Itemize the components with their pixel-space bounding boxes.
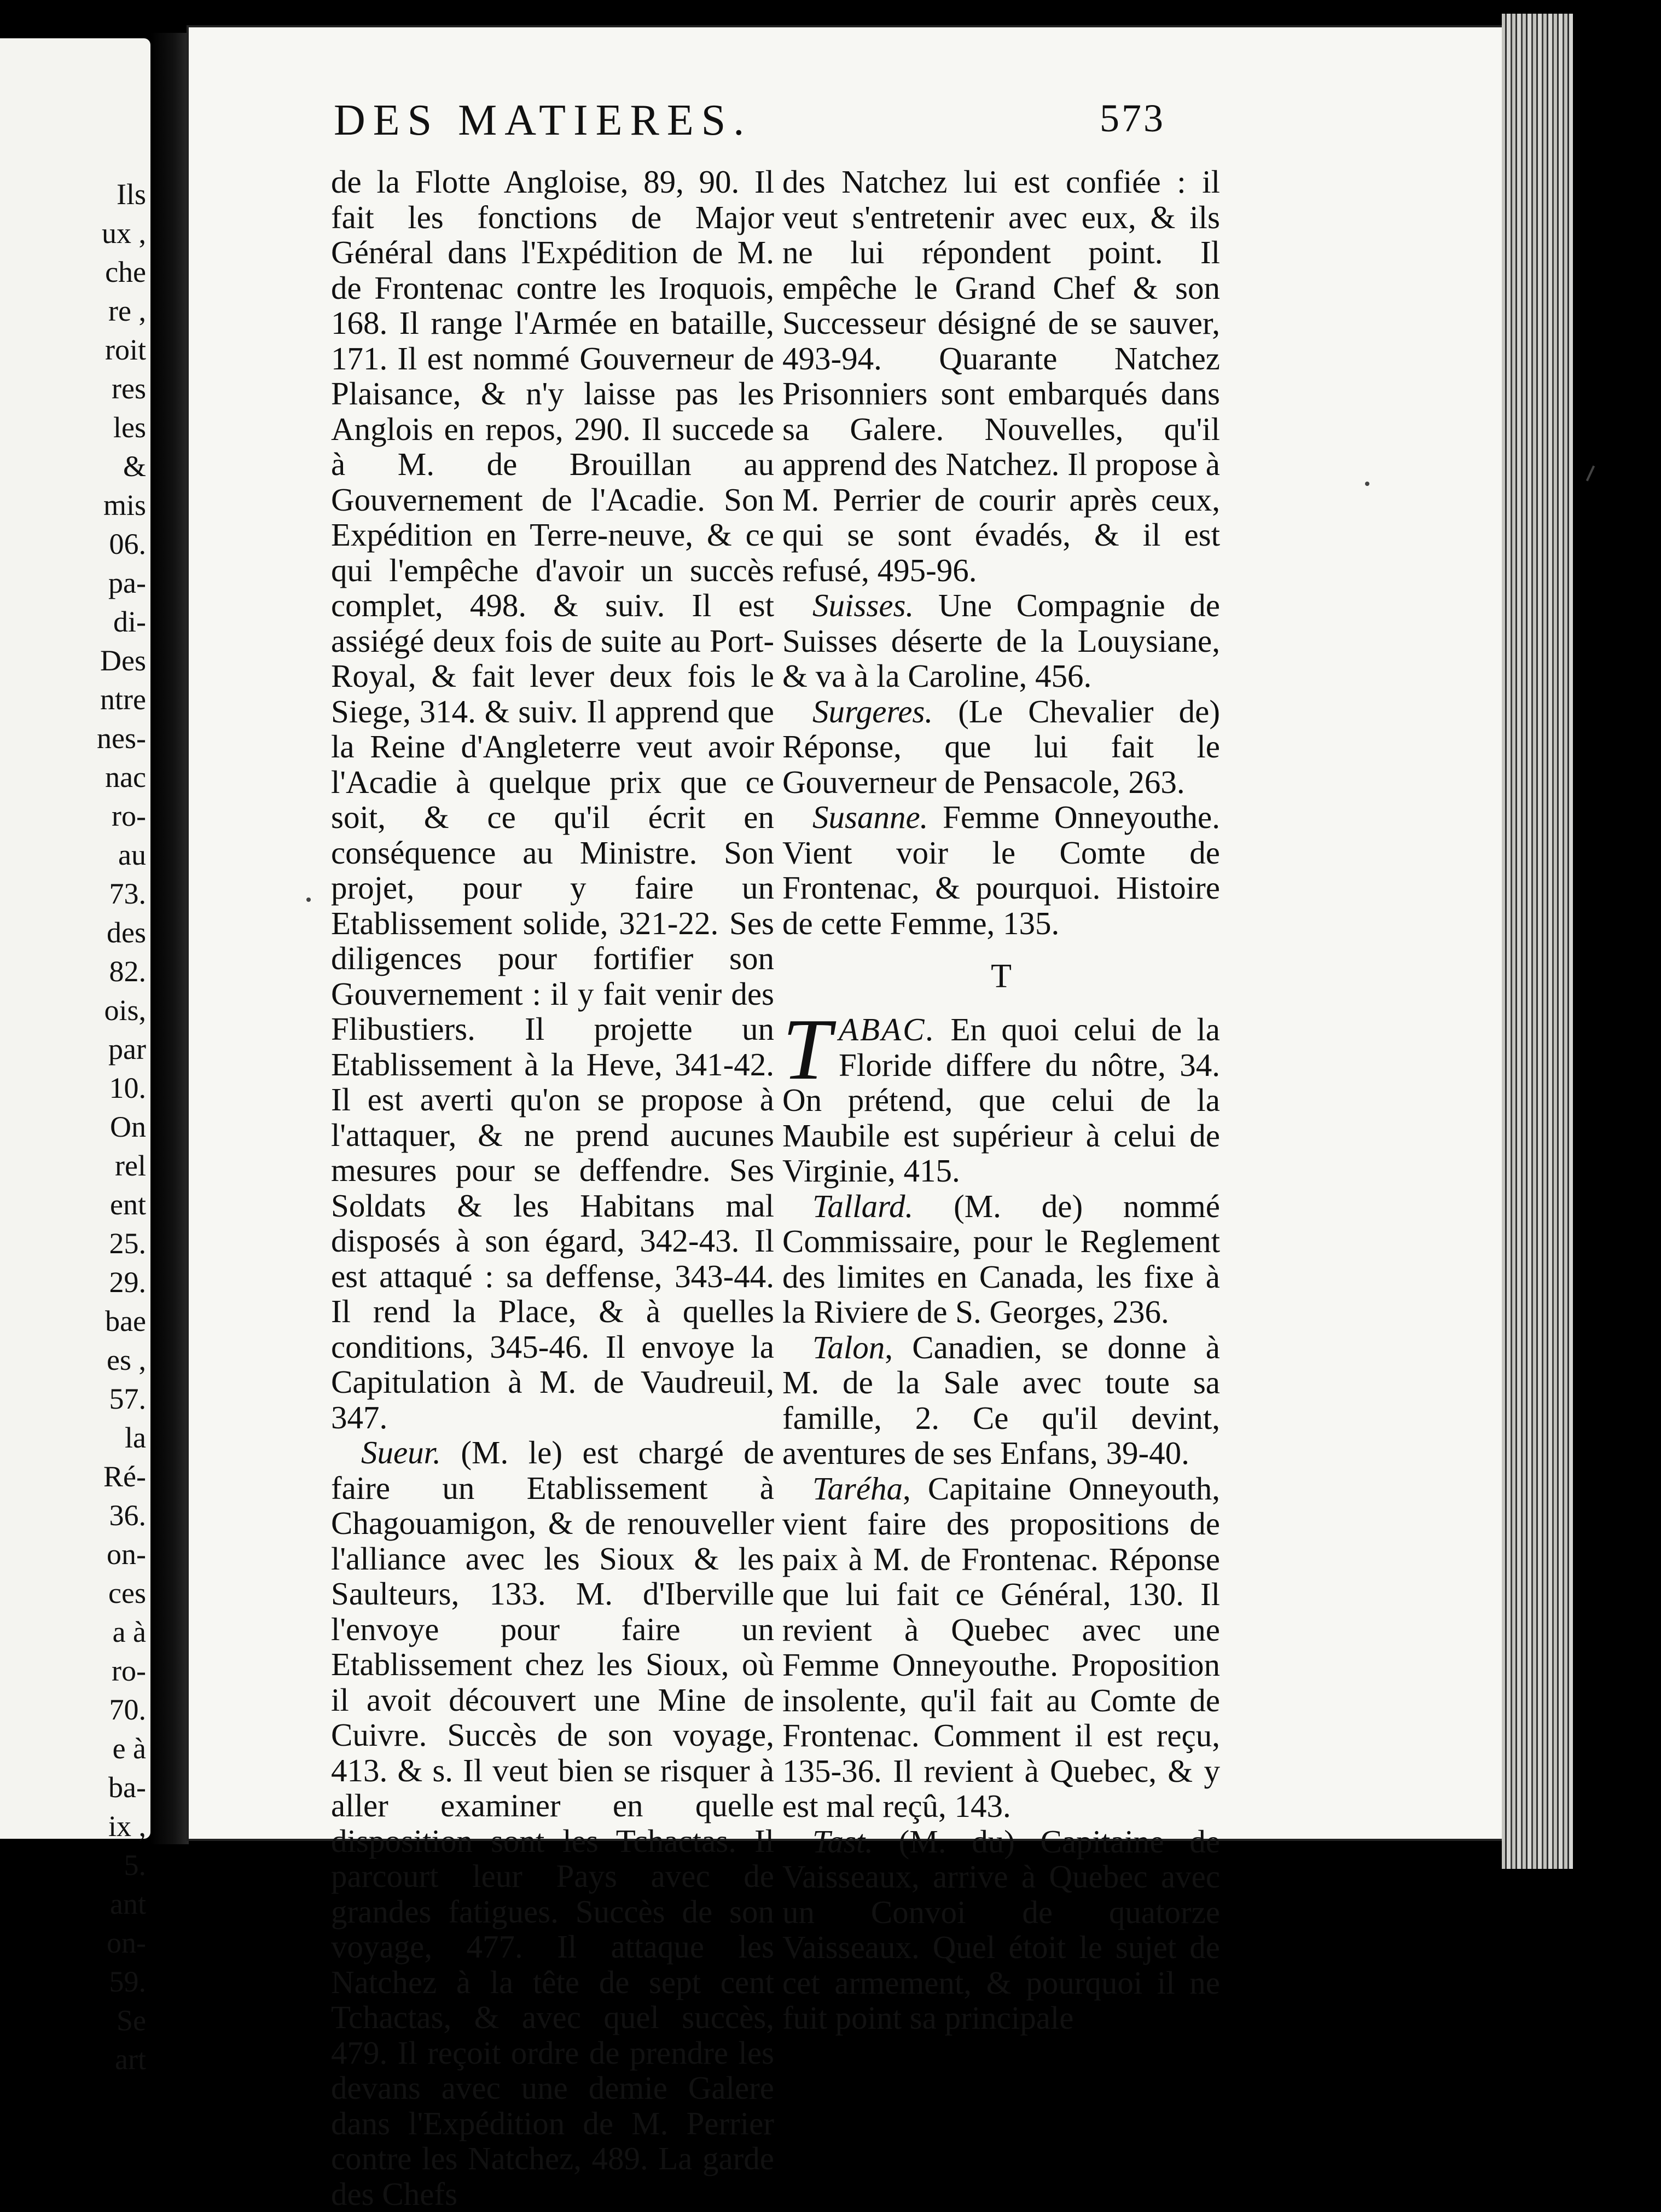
facing-page-fragment: au [118, 838, 146, 871]
facing-page-fragment: par [108, 1033, 146, 1066]
facing-page-fragment: 57. [109, 1382, 146, 1415]
page-edges [1502, 14, 1573, 1869]
entry-keyword: Suisses. [812, 587, 914, 623]
facing-page-fragment: nac [105, 761, 146, 794]
facing-page-fragment: ix , [108, 1810, 146, 1843]
facing-page-fragment: ux , [102, 217, 146, 250]
entry-keyword: Tallard. [812, 1188, 914, 1224]
running-header [334, 96, 1165, 161]
index-entry-talon: Talon, Canadien, se donne à M. de la Sale avec toute sa famille, 2. Ce qu'il devint, aventures de ses Enfans, 39-40. [782, 1329, 1220, 1471]
entry-keyword: Surgeres. [812, 693, 933, 729]
facing-page-fragment: ro- [112, 1654, 146, 1687]
facing-page-fragment: 70. [109, 1693, 146, 1726]
ink-speck [1586, 466, 1595, 482]
page-number: 573 [1100, 96, 1165, 140]
index-entry-tabac: TABAC. En quoi celui de la Floride differe du nôtre, 34. On prétend, que celui de la Maubile est supérieur à celui de Virginie, 415. [782, 1000, 1220, 1189]
running-title: DES MATIERES. [334, 96, 752, 144]
facing-page-fragment: e à [112, 1732, 146, 1765]
facing-page-fragment: 5. [124, 1849, 146, 1881]
facing-page-fragment: la [125, 1421, 146, 1454]
facing-page-fragment: che [105, 256, 146, 288]
facing-page-fragment: 82. [109, 955, 146, 988]
facing-page-left [0, 38, 150, 2076]
facing-page-fragment: les [113, 411, 146, 444]
facing-page-fragment: on- [107, 1538, 146, 1571]
facing-page-fragment: ois, [104, 994, 146, 1027]
facing-page-fragment: rel [115, 1149, 146, 1182]
facing-page-fragment: 25. [109, 1227, 146, 1260]
facing-page-fragment: Ré- [103, 1460, 146, 1493]
entry-keyword: Tast. [812, 1823, 873, 1860]
ink-speck [306, 897, 311, 902]
facing-page-fragment: ba- [108, 1771, 146, 1804]
facing-page-fragment: 10. [109, 1072, 146, 1104]
facing-page-fragment: es , [107, 1344, 146, 1376]
facing-page-fragment: & [123, 450, 146, 483]
entry-keyword: ABAC. [838, 1011, 936, 1047]
facing-page-fragment: 59. [109, 1965, 146, 1998]
facing-page-fragment: Se [117, 2004, 146, 2037]
facing-page-fragment: 29. [109, 1266, 146, 1299]
facing-page-fragment: ant [110, 1887, 146, 1920]
facing-page-fragment: 06. [109, 528, 146, 560]
facing-page-fragment: art [115, 2043, 146, 2076]
facing-page-fragment: res [112, 372, 146, 405]
facing-page-fragment: des [107, 916, 146, 949]
index-entry-susanne: Susanne. Femme Onneyouthe. Vient voir le Comte de Frontenac, & pourquoi. Histoire de cette Femme, 135. [782, 799, 1220, 941]
index-entry-continued-right: des Natchez lui est confiée : il veut s'entretenir avec eux, & ils ne lui répondent point. Il empêche le Grand Chef & son Successeur désigné de se sauver, 493-94. Quarante Natchez Prisonniers sont embarqués dans sa Galere. Nouvelles, qu'il apprend des Natchez. Il propose à M. Perrier de courir après ceux, qui se sont évadés, & il est refusé, 495-96. [782, 164, 1220, 588]
entry-keyword: Sueur. [361, 1434, 441, 1470]
drop-cap: T [782, 1000, 831, 1098]
facing-page-fragment: di- [113, 605, 146, 638]
facing-page-fragment: ent [110, 1188, 146, 1221]
facing-page-fragment: roit [105, 333, 146, 366]
facing-page-fragment: on- [107, 1926, 146, 1959]
entry-keyword: Susanne. [812, 799, 928, 835]
index-entry-continued: de la Flotte Angloise, 89, 90. Il fait les fonctions de Major Général dans l'Expédition de M. de Frontenac contre les Iroquois, 168. Il range l'Armée en bataille, 171. Il est nommé Gouverneur de Plaisance, & n'y laisse pas les Anglois en repos, 290. Il succede à M. de Brouillan au Gouvernement de l'Acadie. Son Expédition en Terre-neuve, & ce qui l'empêche d'avoir un succès complet, 498. & suiv. Il est assiégé deux fois de suite au Port-Royal, & fait lever deux fois le Siege, 314. & suiv. Il apprend que la Reine d'Angleterre veut avoir l'Acadie à quelque prix que ce soit, & ce qu'il écrit en conséquence au Ministre. Son projet, pour y faire un Etablissement solide, 321-22. Ses diligences pour fortifier son Gouvernement : il y fait venir des Flibustiers. Il projette un Etablissement à la Heve, 341-42. Il est averti qu'on se propose à l'attaquer, & ne prend aucunes mesures pour se deffendre. Ses Soldats & les Habitans mal disposés à son égard, 342-43. Il est attaqué : sa deffense, 343-44. Il rend la Place, & à quelles conditions, 345-46. Il envoye la Capitulation à M. de Vaudreuil, 347. [331, 164, 774, 1435]
entry-keyword: Taréha [812, 1470, 903, 1507]
facing-page-fragment: nes- [97, 722, 146, 755]
facing-page-fragment: re , [108, 294, 146, 327]
facing-page-fragment: bae [105, 1305, 146, 1337]
index-entry-surgeres: Surgeres. (Le Chevalier de) Réponse, que lui fait le Gouverneur de Pensacole, 263. [782, 693, 1220, 800]
facing-page-fragment: ces [108, 1577, 146, 1609]
facing-page-fragment: mis [103, 489, 146, 522]
facing-page-fragment: 36. [109, 1499, 146, 1532]
index-entry-tast: Tast. (M. du) Capitaine de Vaisseaux, arrive à Quebec avec un Convoi de quatorze Vaisseaux. Quel étoit le sujet de cet armement, & pourquoi il ne fuit point sa principale [782, 1823, 1220, 2036]
index-column-right [782, 164, 1220, 2036]
index-entry-tareha: Taréha, Capitaine Onneyouth, vient faire des propositions de paix à M. de Frontenac. Réponse que lui fait ce Général, 130. Il revient à Quebec avec une Femme Onneyouthe. Proposition insolente, qu'il fait au Comte de Frontenac. Comment il est reçu, 135-36. Il revient à Quebec, & y est mal reçû, 143. [782, 1470, 1220, 1824]
index-entry-tallard: Tallard. (M. de) nommé Commissaire, pour le Reglement des limites en Canada, les fixe à la Riviere de S. Georges, 236. [782, 1188, 1220, 1330]
book-spine-shadow [150, 33, 189, 1844]
index-column-left [331, 164, 774, 2211]
index-entry-sueur: Sueur. (M. le) est chargé de faire un Etablissement à Chagouamigon, & de renouveller l'alliance avec les Sioux & les Saulteurs, 133. M. d'Iberville l'envoye pour faire un Etablissement chez les Sioux, où il avoit découvert une Mine de Cuivre. Succès de son voyage, 413. & s. Il veut bien se risquer à aller examiner en quelle disposition sont les Tchactas. Il parcourt leur Pays avec de grandes fatigues. Succès de son voyage, 477. Il attaque les Natchez à la tête de sept cent Tchactas, & avec quel succès, 479. Il reçoit ordre de prendre les devans avec une demie Galere dans l'Expédition de M. Perrier contre les Natchez, 489. La garde des Chefs [331, 1434, 774, 2212]
index-entry-suisses: Suisses. Une Compagnie de Suisses déserte de la Louysiane, & va à la Caroline, 456. [782, 587, 1220, 694]
facing-page-fragment: Des [100, 644, 146, 677]
facing-page-fragment: ro- [112, 800, 146, 832]
facing-page-fragment: pa- [108, 566, 146, 599]
facing-page-fragment: a à [112, 1615, 146, 1648]
ink-speck [1365, 482, 1369, 486]
facing-page-fragment: 73. [109, 877, 146, 910]
facing-page-text-fragments [97, 175, 146, 2079]
facing-page-fragment: On [110, 1110, 146, 1143]
section-letter-heading: T [991, 958, 1012, 995]
facing-page-fragment: ntre [100, 683, 146, 716]
entry-keyword: Talon [812, 1329, 885, 1365]
facing-page-fragment: Ils [117, 178, 146, 211]
